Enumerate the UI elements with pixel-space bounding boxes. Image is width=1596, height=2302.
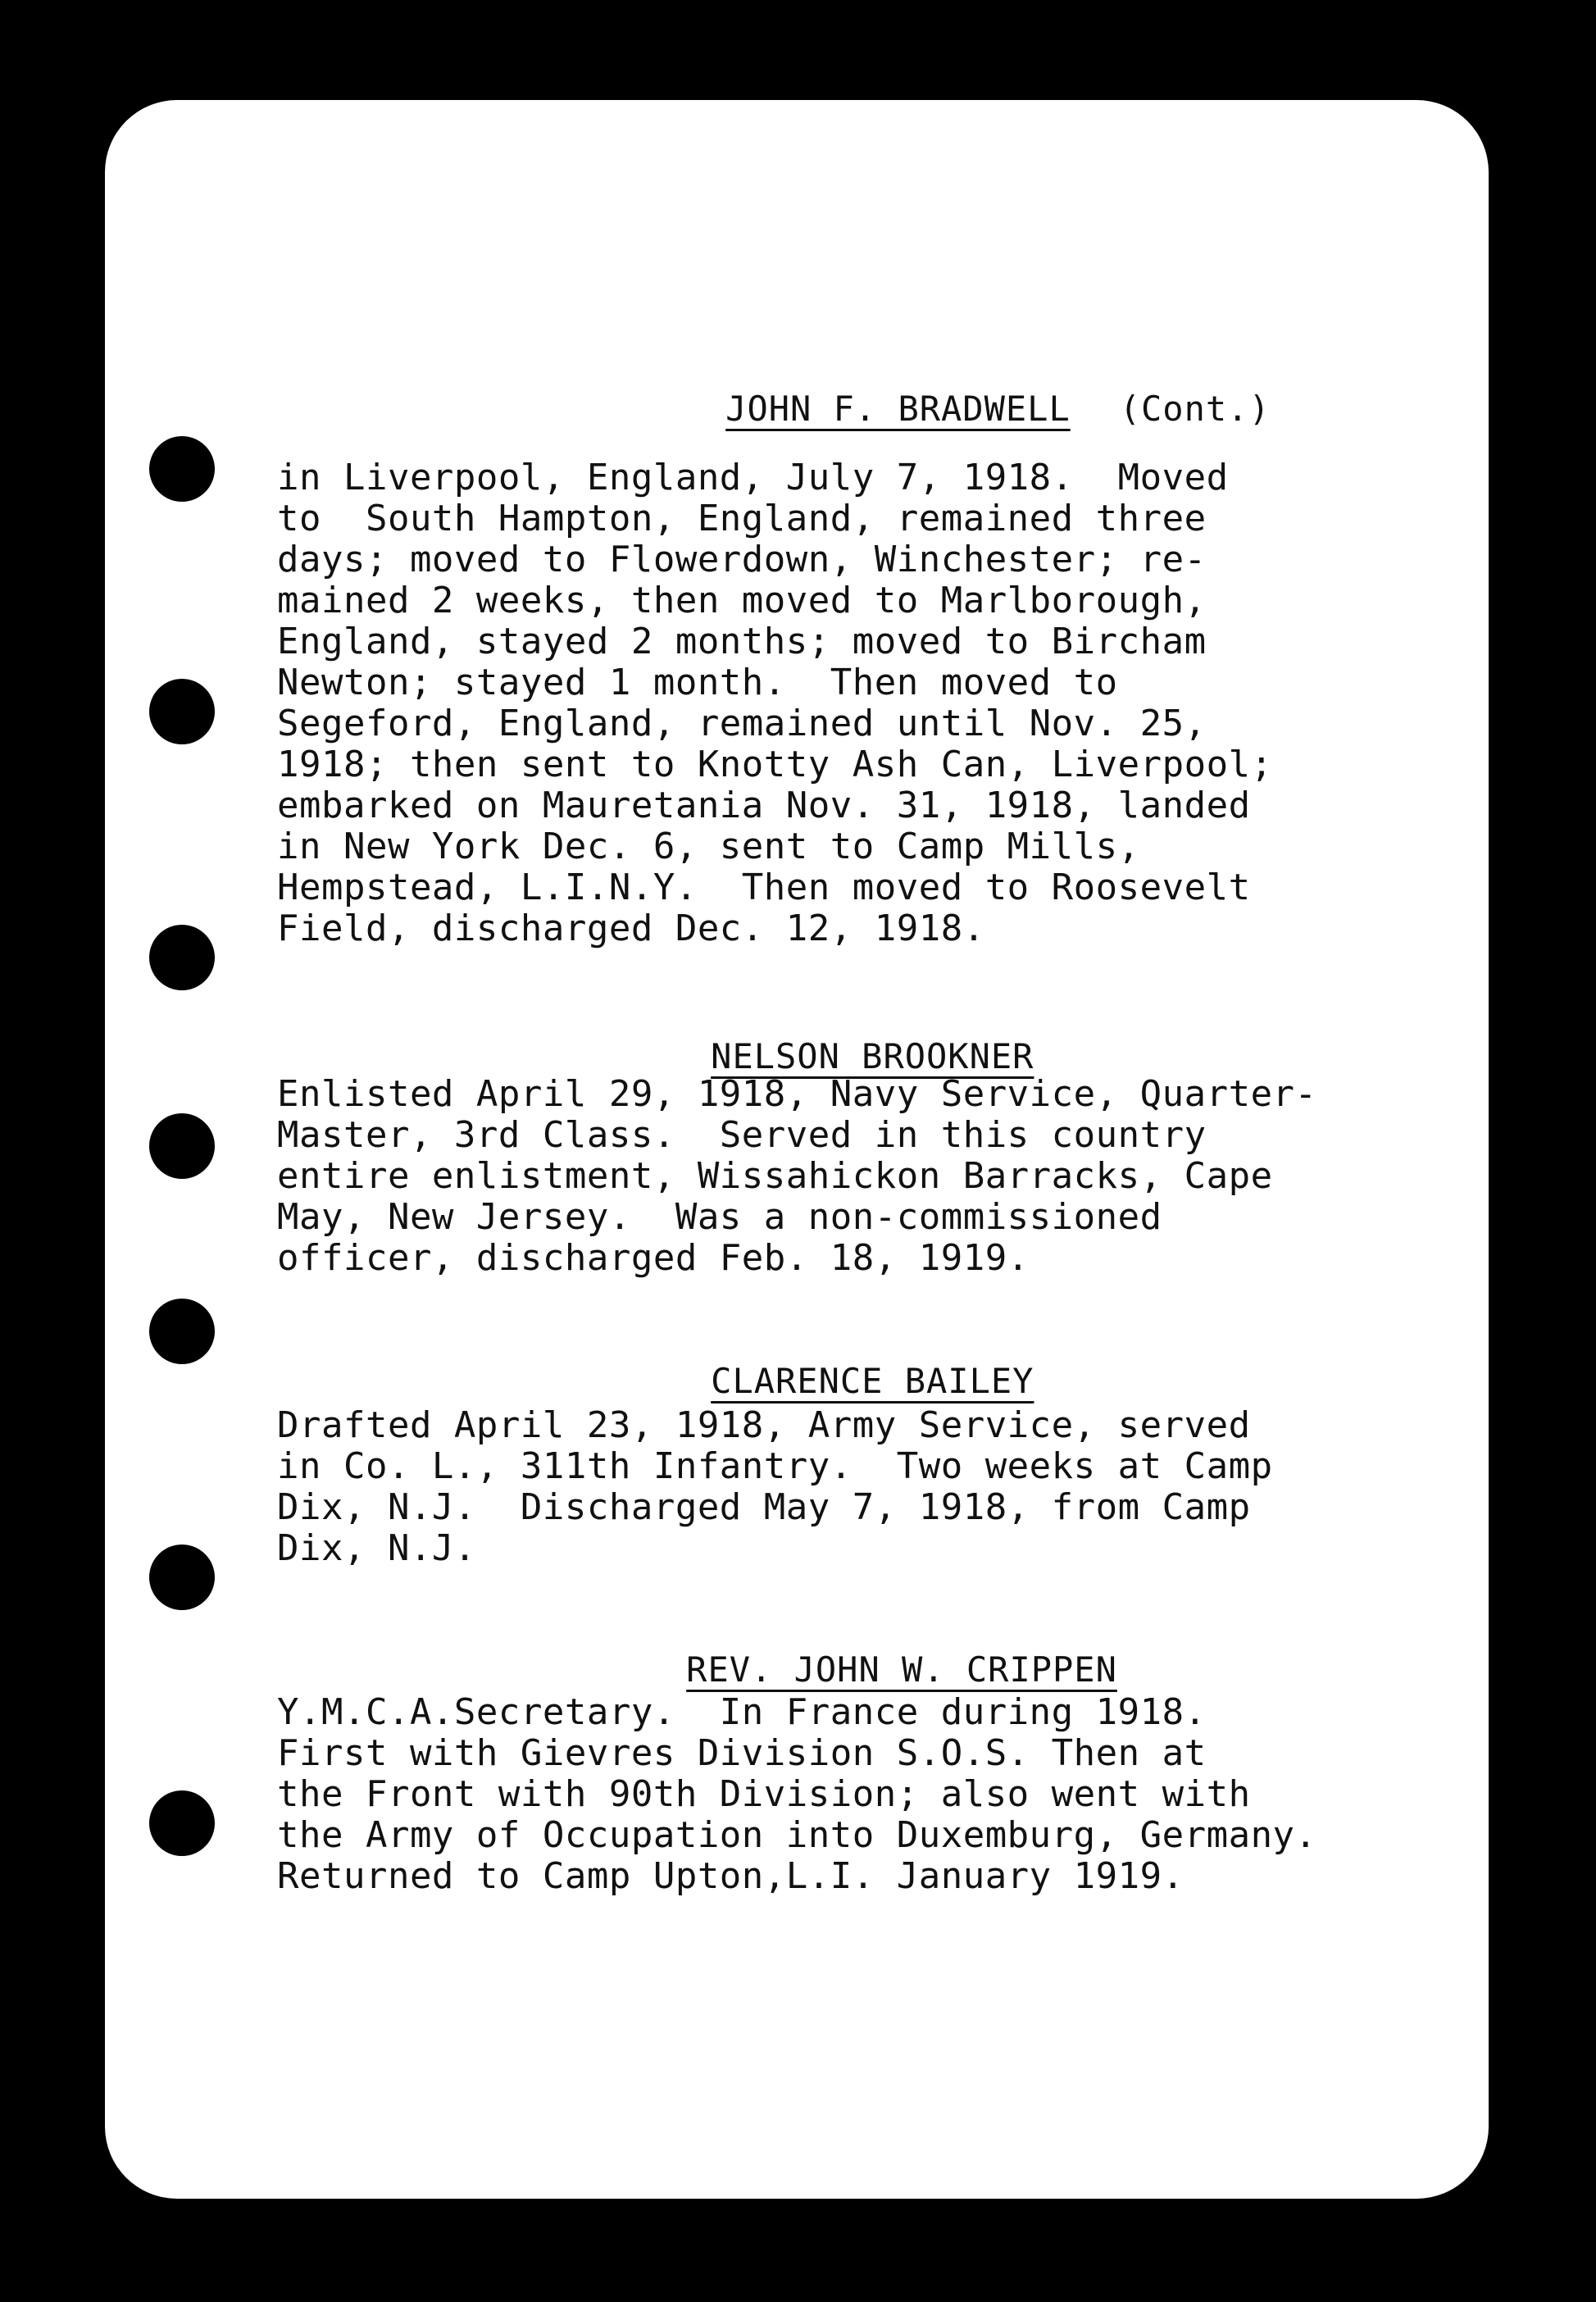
binder-hole bbox=[149, 1790, 215, 1856]
entry-body: Drafted April 23, 1918, Army Service, served in Co. L., 311th Infantry. Two weeks at Camp Dix, N.J. Discharged May 7, 1918, from Camp Dix, N.J. bbox=[277, 1404, 1273, 1569]
binder-hole bbox=[149, 436, 215, 502]
entry-heading-continued: (Cont.) bbox=[1119, 389, 1271, 429]
entry-heading-name: CLARENCE BAILEY bbox=[711, 1361, 1034, 1401]
entry-heading-name: REV. JOHN W. CRIPPEN bbox=[686, 1649, 1117, 1690]
entry-heading-name: JOHN F. BRADWELL bbox=[725, 389, 1071, 429]
index-card bbox=[105, 100, 1489, 2199]
binder-hole bbox=[149, 679, 215, 744]
entry-body: in Liverpool, England, July 7, 1918. Moved to South Hampton, England, remained three days; moved to Flowerdown, Winchester; re- mained 2 weeks, then moved to Marlborough, England, stayed 2 months; moved to Bircham Newton; stayed 1 month. Then moved to Segeford, England, remained until Nov. 25, 1918; then sent to Knotty Ash Can, Liverpool; embarked on Mauretania Nov. 31, 1918, landed in New York Dec. 6, sent to Camp Mills, Hempstead, L.I.N.Y. Then moved to Roosevelt Field, discharged Dec. 12, 1918. bbox=[277, 457, 1273, 949]
entry-body: Y.M.C.A.Secretary. In France during 1918. First with Gievres Division S.O.S. Then at the Front with 90th Division; also went with the Army of Occupation into Duxemburg, Germany. Returned to Camp Upton,L.I. January 1919. bbox=[277, 1691, 1317, 1897]
entry-body: Enlisted April 29, 1918, Navy Service, Quarter- Master, 3rd Class. Served in this country entire enlistment, Wissahickon Barracks, Cape May, New Jersey. Was a non-commissioned officer, discharged Feb. 18, 1919. bbox=[277, 1073, 1317, 1279]
binder-hole bbox=[149, 1299, 215, 1364]
entry-heading bbox=[639, 348, 1271, 471]
entry-heading-name: NELSON BROOKNER bbox=[711, 1036, 1034, 1076]
binder-hole bbox=[149, 1113, 215, 1179]
binder-hole bbox=[149, 1545, 215, 1610]
binder-hole bbox=[149, 925, 215, 990]
